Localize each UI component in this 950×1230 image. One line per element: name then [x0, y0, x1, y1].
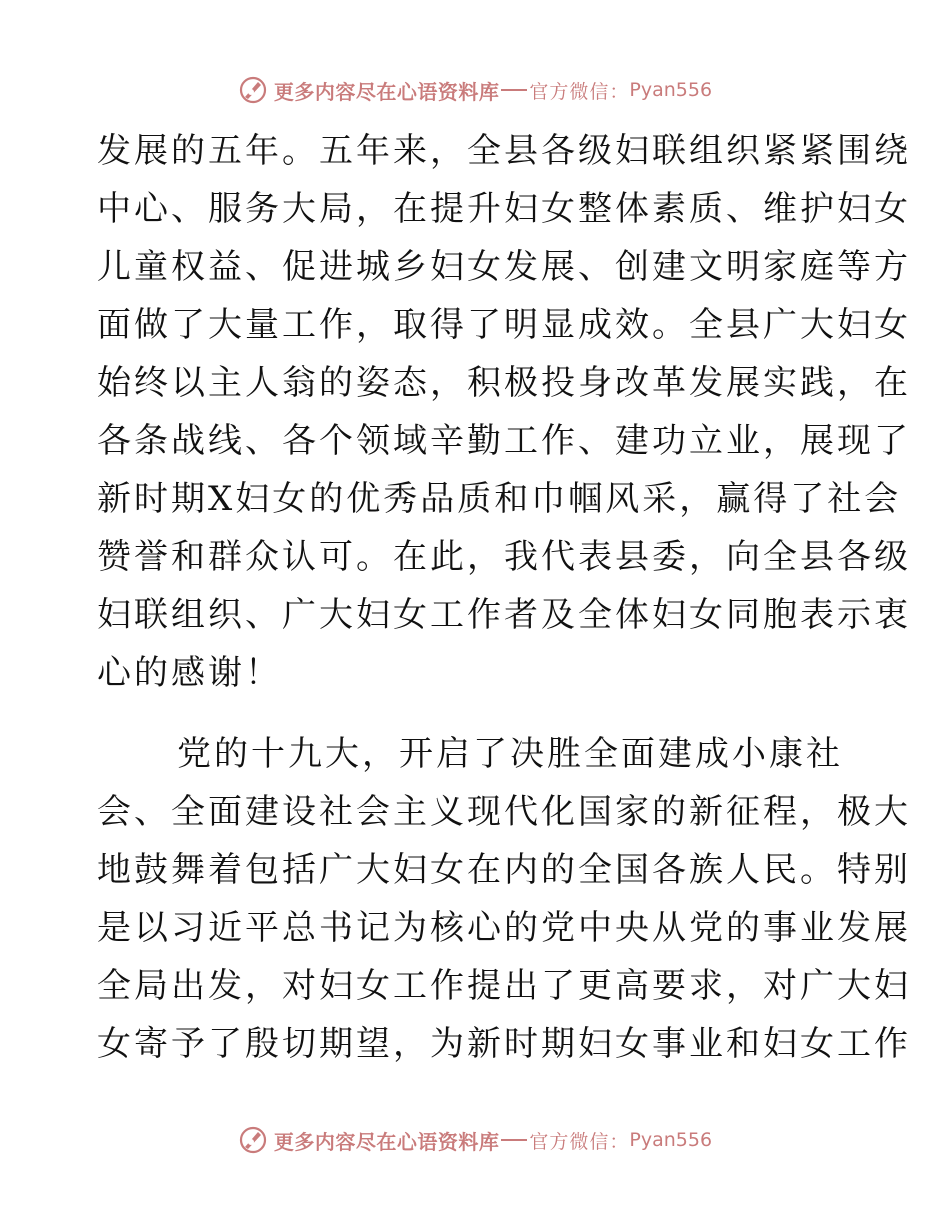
text-line: 面做了大量工作，取得了明显成效。全县广大妇女 — [97, 305, 911, 345]
document-body — [97, 122, 911, 1073]
quill-logo-icon — [238, 1125, 268, 1155]
text-line: 赞誉和群众认可。在此，我代表县委，向全县各级 — [97, 537, 911, 577]
header-banner-wechat-label: 官方微信： — [529, 80, 630, 103]
paragraph-spacer — [97, 702, 857, 725]
text-line: 新时期X妇女的优秀品质和巾帼风采，赢得了社会 — [97, 479, 902, 519]
text-line: 妇联组织、广大妇女工作者及全体妇女同胞表示衷 — [97, 595, 911, 635]
header-watermark — [0, 70, 950, 110]
footer-banner-wechat-id: Pyan556 — [629, 1129, 713, 1151]
paragraph-2 — [97, 725, 911, 1073]
footer-banner-wechat-label: 官方微信： — [529, 1130, 630, 1153]
text-line: 儿童权益、促进城乡妇女发展、创建文明家庭等方 — [97, 247, 911, 287]
text-line: 党的十九大，开启了决胜全面建成小康社 — [177, 734, 843, 774]
quill-logo-icon — [238, 75, 268, 105]
text-line: 发展的五年。五年来，全县各级妇联组织紧紧围绕 — [97, 131, 911, 171]
text-line: 是以习近平总书记为核心的党中央从党的事业发展 — [97, 908, 911, 948]
text-line: 中心、服务大局，在提升妇女整体素质、维护妇女 — [97, 189, 911, 229]
text-line: 会、全面建设社会主义现代化国家的新征程，极大 — [97, 792, 911, 832]
paragraph-1 — [97, 122, 911, 702]
text-line: 各条战线、各个领域辛勤工作、建功立业，展现了 — [97, 421, 911, 461]
footer-banner-title: 更多内容尽在心语资料库 — [273, 1129, 500, 1154]
header-banner-wechat-id: Pyan556 — [629, 79, 713, 101]
footer-banner-dash — [501, 1139, 527, 1141]
text-line: 地鼓舞着包括广大妇女在内的全国各族人民。特别 — [97, 850, 911, 890]
text-line: 心的感谢！ — [97, 653, 282, 693]
text-line: 女寄予了殷切期望，为新时期妇女事业和妇女工作 — [97, 1024, 911, 1064]
header-banner-dash — [501, 89, 527, 91]
text-line: 全局出发，对妇女工作提出了更高要求，对广大妇 — [97, 966, 911, 1006]
footer-watermark — [0, 1120, 950, 1160]
header-banner-title: 更多内容尽在心语资料库 — [273, 79, 500, 104]
text-line: 始终以主人翁的姿态，积极投身改革发展实践，在 — [97, 363, 911, 403]
